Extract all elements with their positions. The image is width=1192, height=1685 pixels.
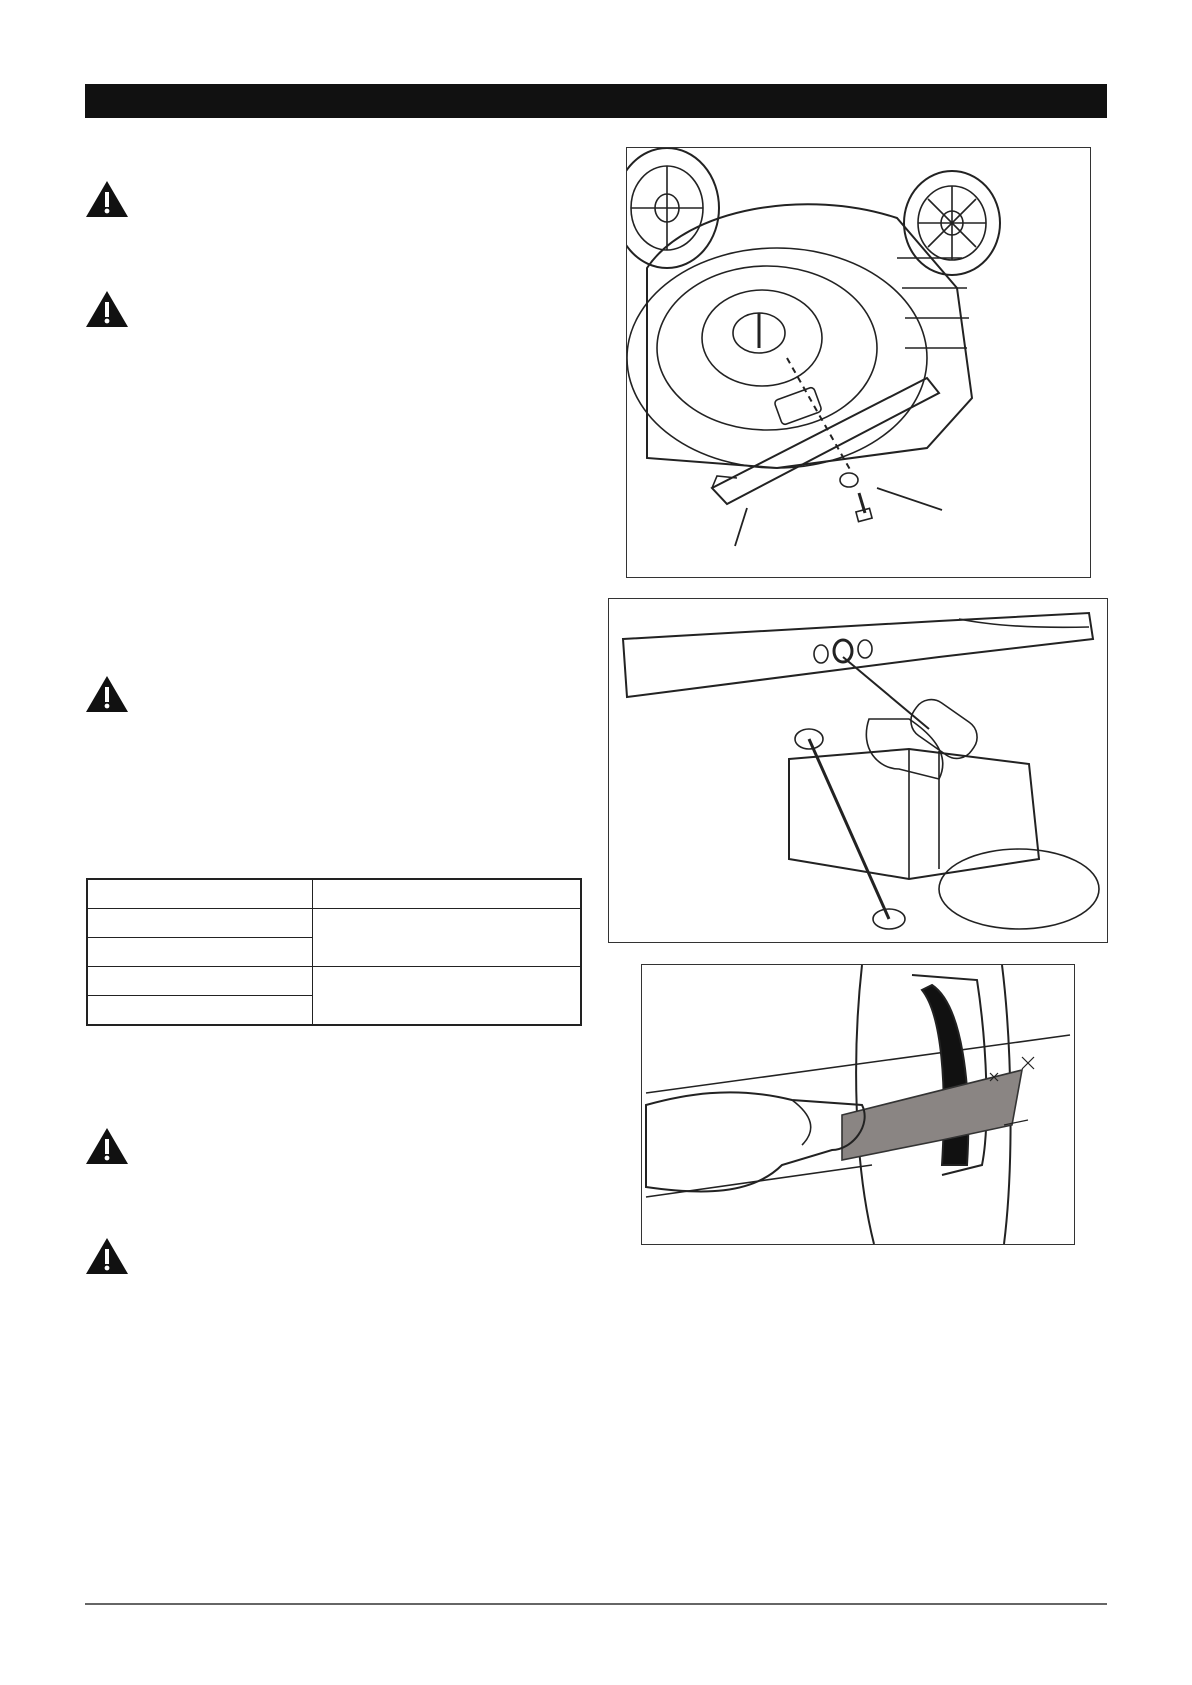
footer-rule [85,1603,1107,1605]
blade-bolt [856,493,872,522]
blade-washer [840,473,858,487]
table-cell [87,996,313,1026]
blade-hole [858,640,872,658]
table-row [87,879,581,909]
vise-handle [809,739,889,919]
mower-wheel [627,148,719,268]
mower-blade [712,378,939,504]
blade-center-hole [834,640,852,662]
mower-underside-blade-removal-figure [626,147,1091,578]
blade-balancing-vise-figure [608,598,1108,943]
mower-wheel [904,171,1000,275]
table-cell [87,967,313,996]
blade-spec-table [86,878,582,1026]
table-cell [87,879,313,909]
table-cell [87,938,313,967]
warning-triangle-icon [84,1126,130,1166]
screwdriver-handle [904,693,984,766]
warning-triangle-icon [84,674,130,714]
table-cell [313,909,582,967]
table-row [87,909,581,938]
table-cell [87,909,313,938]
hand [646,1092,865,1191]
mower-blade [842,1070,1022,1160]
table-cell [313,967,582,1026]
table-row [87,967,581,996]
callout-leader [877,488,942,510]
callout-leader [735,508,747,546]
warning-triangle-icon [84,289,130,329]
warning-triangle-icon [84,179,130,219]
section-header-bar [85,84,1107,118]
blade-hole [814,645,828,663]
table-cell [313,879,582,909]
deck-bowl [627,248,927,468]
bench-vise [789,749,1039,879]
blade-sharpening-grinder-figure [641,964,1075,1245]
warning-triangle-icon [84,1236,130,1276]
